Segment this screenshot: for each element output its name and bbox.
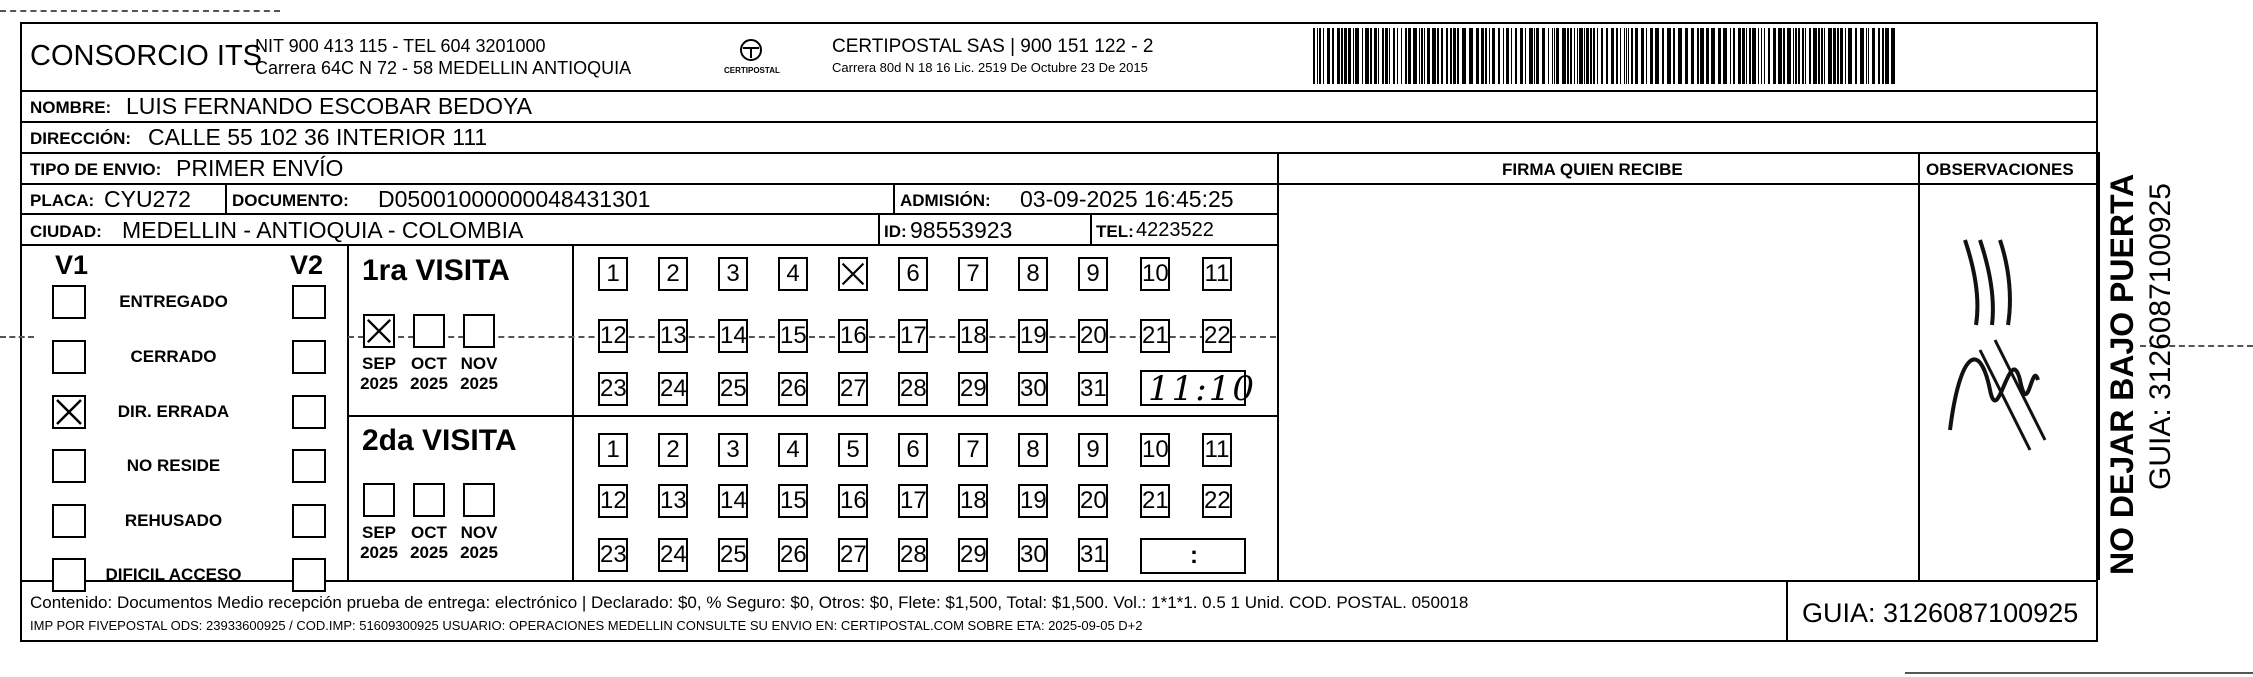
separator: [347, 415, 1277, 417]
first-day-21[interactable]: 21: [1140, 319, 1170, 353]
first-day-27[interactable]: 27: [838, 372, 868, 406]
first-visit-time-value: 11:10: [1148, 369, 1256, 409]
first-day-19[interactable]: 19: [1018, 319, 1048, 353]
status-label-2: CERRADO: [130, 347, 217, 366]
second-day-10[interactable]: 10: [1140, 433, 1170, 467]
second-month-year-sep: 2025: [360, 543, 398, 562]
first-day-24[interactable]: 24: [658, 372, 688, 406]
second-month-label-sep: SEP: [361, 523, 397, 542]
ciudad-value: MEDELLIN - ANTIOQUIA - COLOMBIA: [122, 217, 524, 243]
second-day-7[interactable]: 7: [958, 433, 988, 467]
second-visit-title: 2da VISITA: [362, 424, 517, 457]
separator: [878, 213, 880, 244]
first-day-10[interactable]: 10: [1140, 257, 1170, 291]
tipo-label: TIPO DE ENVIO:: [30, 160, 162, 179]
status-label-6: DIFICIL ACCESO: [105, 565, 242, 584]
second-day-28[interactable]: 28: [898, 538, 928, 572]
carrier-address: Carrera 80d N 18 16 Lic. 2519 De Octubre 23 De 2015: [832, 60, 1148, 75]
separator: [1786, 580, 1788, 642]
first-day-16[interactable]: 16: [838, 319, 868, 353]
first-day-8[interactable]: 8: [1018, 257, 1048, 291]
second-day-22[interactable]: 22: [1202, 484, 1232, 518]
separator: [1277, 183, 2098, 185]
id-label: ID:: [884, 222, 907, 241]
status-label-3: DIR. ERRADA: [117, 402, 230, 421]
admision-label: ADMISIÓN:: [900, 191, 991, 210]
tipo-value: PRIMER ENVÍO: [176, 155, 344, 181]
first-day-4[interactable]: 4: [778, 257, 808, 291]
cut-line-left: [0, 336, 34, 338]
second-month-label-nov: NOV: [460, 523, 498, 542]
first-month-year-nov: 2025: [460, 374, 498, 393]
second-day-8[interactable]: 8: [1018, 433, 1048, 467]
first-day-20[interactable]: 20: [1078, 319, 1108, 353]
first-day-23[interactable]: 23: [598, 372, 628, 406]
logo-text: CERTIPOSTAL: [724, 66, 780, 75]
second-month-year-oct: 2025: [410, 543, 448, 562]
first-visit-title: 1ra VISITA: [362, 254, 510, 287]
cut-line-bottom: [1905, 672, 2253, 674]
separator: [20, 152, 2098, 154]
status-label-5: REHUSADO: [124, 511, 223, 530]
side-guia: GUIA: 3126087100925: [2144, 183, 2177, 490]
documento-value: D05001000000048431301: [378, 186, 651, 212]
second-day-18[interactable]: 18: [958, 484, 988, 518]
placa-value: CYU272: [104, 186, 191, 212]
first-month-year-oct: 2025: [410, 374, 448, 393]
certipostal-logo: [724, 36, 780, 82]
second-day-29[interactable]: 29: [958, 538, 988, 572]
footer-line2: IMP POR FIVEPOSTAL ODS: 23933600925 / COD.IMP: 51609300925 USUARIO: OPERACIONES MEDELLIN CONSULTE SU ENVIO EN: CERTIPOSTAL.COM SOBRE ETA: 2025-09-05 D+2: [30, 618, 1143, 633]
barcode: [1313, 28, 1903, 84]
second-day-5[interactable]: 5: [838, 433, 868, 467]
company-nit: NIT 900 413 115 - TEL 604 3201000: [255, 36, 546, 56]
second-day-19[interactable]: 19: [1018, 484, 1048, 518]
first-day-15[interactable]: 15: [778, 319, 808, 353]
second-month-box-sep[interactable]: [363, 483, 395, 517]
separator: [20, 90, 2098, 92]
first-day-13[interactable]: 13: [658, 319, 688, 353]
first-day-30[interactable]: 30: [1018, 372, 1048, 406]
nombre-label-text: NOMBRE:: [30, 98, 112, 117]
first-day-28[interactable]: 28: [898, 372, 928, 406]
ciudad-label: CIUDAD:: [30, 222, 102, 241]
second-month-year-nov: 2025: [460, 543, 498, 562]
status-label-1: ENTREGADO: [119, 292, 228, 311]
first-day-7[interactable]: 7: [958, 257, 988, 291]
first-day-26[interactable]: 26: [778, 372, 808, 406]
first-day-14[interactable]: 14: [718, 319, 748, 353]
second-day-13[interactable]: 13: [658, 484, 688, 518]
first-day-18[interactable]: 18: [958, 319, 988, 353]
direccion-label: DIRECCIÓN:: [30, 129, 132, 148]
company-address: Carrera 64C N 72 - 58 MEDELLIN ANTIOQUIA: [255, 58, 632, 78]
footer-line1: Contenido: Documentos Medio recepción prueba de entrega: electrónico | Declarado: $0, % Seguro: $0, Otros: $0, Flete: $1,500, Total: $1,500. Vol.: 1*1*1. 0.5 1 Unid. COD. POSTAL. 050018: [30, 593, 1469, 612]
second-day-9[interactable]: 9: [1078, 433, 1108, 467]
carrier-line: CERTIPOSTAL SAS | 900 151 122 - 2: [832, 36, 1154, 57]
first-day-1[interactable]: 1: [598, 257, 628, 291]
first-day-29[interactable]: 29: [958, 372, 988, 406]
second-day-24[interactable]: 24: [658, 538, 688, 572]
first-month-label-nov: NOV: [460, 354, 498, 373]
separator: [2098, 152, 2100, 580]
side-warning: NO DEJAR BAJO PUERTA: [2104, 173, 2140, 575]
second-month-box-oct[interactable]: [413, 483, 445, 517]
first-month-year-sep: 2025: [360, 374, 398, 393]
first-day-9[interactable]: 9: [1078, 257, 1108, 291]
firma-header: FIRMA QUIEN RECIBE: [1502, 160, 1683, 179]
documento-label: DOCUMENTO:: [232, 191, 349, 210]
second-day-21[interactable]: 21: [1140, 484, 1170, 518]
second-day-15[interactable]: 15: [778, 484, 808, 518]
first-day-2[interactable]: 2: [658, 257, 688, 291]
second-day-12[interactable]: 12: [598, 484, 628, 518]
placa-label: PLACA:: [30, 191, 95, 210]
second-day-31[interactable]: 31: [1078, 538, 1108, 572]
second-day-16[interactable]: 16: [838, 484, 868, 518]
first-visit-time[interactable]: [1140, 369, 1256, 409]
second-day-4[interactable]: 4: [778, 433, 808, 467]
separator: [1090, 213, 1092, 244]
v1-label: V1: [55, 250, 89, 280]
second-day-27[interactable]: 27: [838, 538, 868, 572]
tel-value: 4223522: [1136, 219, 1214, 241]
second-day-30[interactable]: 30: [1018, 538, 1048, 572]
first-month-label-sep: SEP: [361, 354, 397, 373]
v2-label: V2: [290, 250, 324, 280]
second-day-6[interactable]: 6: [898, 433, 928, 467]
second-day-1[interactable]: 1: [598, 433, 628, 467]
first-day-25[interactable]: 25: [718, 372, 748, 406]
tel-label: TEL:: [1096, 222, 1134, 241]
first-day-12[interactable]: 12: [598, 319, 628, 353]
second-visit-time[interactable]: [1140, 538, 1246, 574]
separator: [225, 183, 227, 213]
first-month-label-oct: OCT: [411, 354, 447, 373]
separator: [20, 183, 1277, 185]
second-month-label-oct: OCT: [411, 523, 447, 542]
first-day-31[interactable]: 31: [1078, 372, 1108, 406]
second-day-23[interactable]: 23: [598, 538, 628, 572]
second-visit-time-value: :: [1190, 542, 1198, 569]
id-value: 98553923: [910, 217, 1013, 243]
admision-value: 03-09-2025 16:45:25: [1020, 186, 1234, 212]
second-day-3[interactable]: 3: [718, 433, 748, 467]
nombre-value: LUIS FERNANDO ESCOBAR BEDOYA: [126, 93, 532, 119]
second-day-14[interactable]: 14: [718, 484, 748, 518]
separator: [572, 244, 574, 580]
separator: [20, 244, 1277, 246]
first-month-box-oct[interactable]: [413, 314, 445, 348]
company-name: CONSORCIO ITS: [30, 40, 263, 72]
first-day-17[interactable]: 17: [898, 319, 928, 353]
separator: [20, 121, 2098, 123]
second-day-20[interactable]: 20: [1078, 484, 1108, 518]
second-day-26[interactable]: 26: [778, 538, 808, 572]
observaciones-signature: [1920, 230, 2096, 470]
first-month-box-nov[interactable]: [463, 314, 495, 348]
footer-guia: GUIA: 3126087100925: [1802, 598, 2079, 628]
second-day-17[interactable]: 17: [898, 484, 928, 518]
first-day-6[interactable]: 6: [898, 257, 928, 291]
first-day-3[interactable]: 3: [718, 257, 748, 291]
separator: [20, 213, 1277, 215]
second-day-11[interactable]: 11: [1202, 433, 1232, 467]
second-day-25[interactable]: 25: [718, 538, 748, 572]
status-label-4: NO RESIDE: [126, 456, 221, 475]
first-day-22[interactable]: 22: [1202, 319, 1232, 353]
second-month-box-nov[interactable]: [463, 483, 495, 517]
first-day-5[interactable]: [838, 257, 868, 291]
cut-line-top: [0, 10, 280, 12]
second-day-2[interactable]: 2: [658, 433, 688, 467]
observaciones-header: OBSERVACIONES: [1926, 160, 2074, 179]
direccion-value: CALLE 55 102 36 INTERIOR 111: [148, 124, 488, 150]
first-day-11[interactable]: 11: [1202, 257, 1232, 291]
separator: [893, 183, 895, 213]
first-month-box-sep[interactable]: [363, 314, 395, 348]
separator: [1277, 152, 1279, 580]
